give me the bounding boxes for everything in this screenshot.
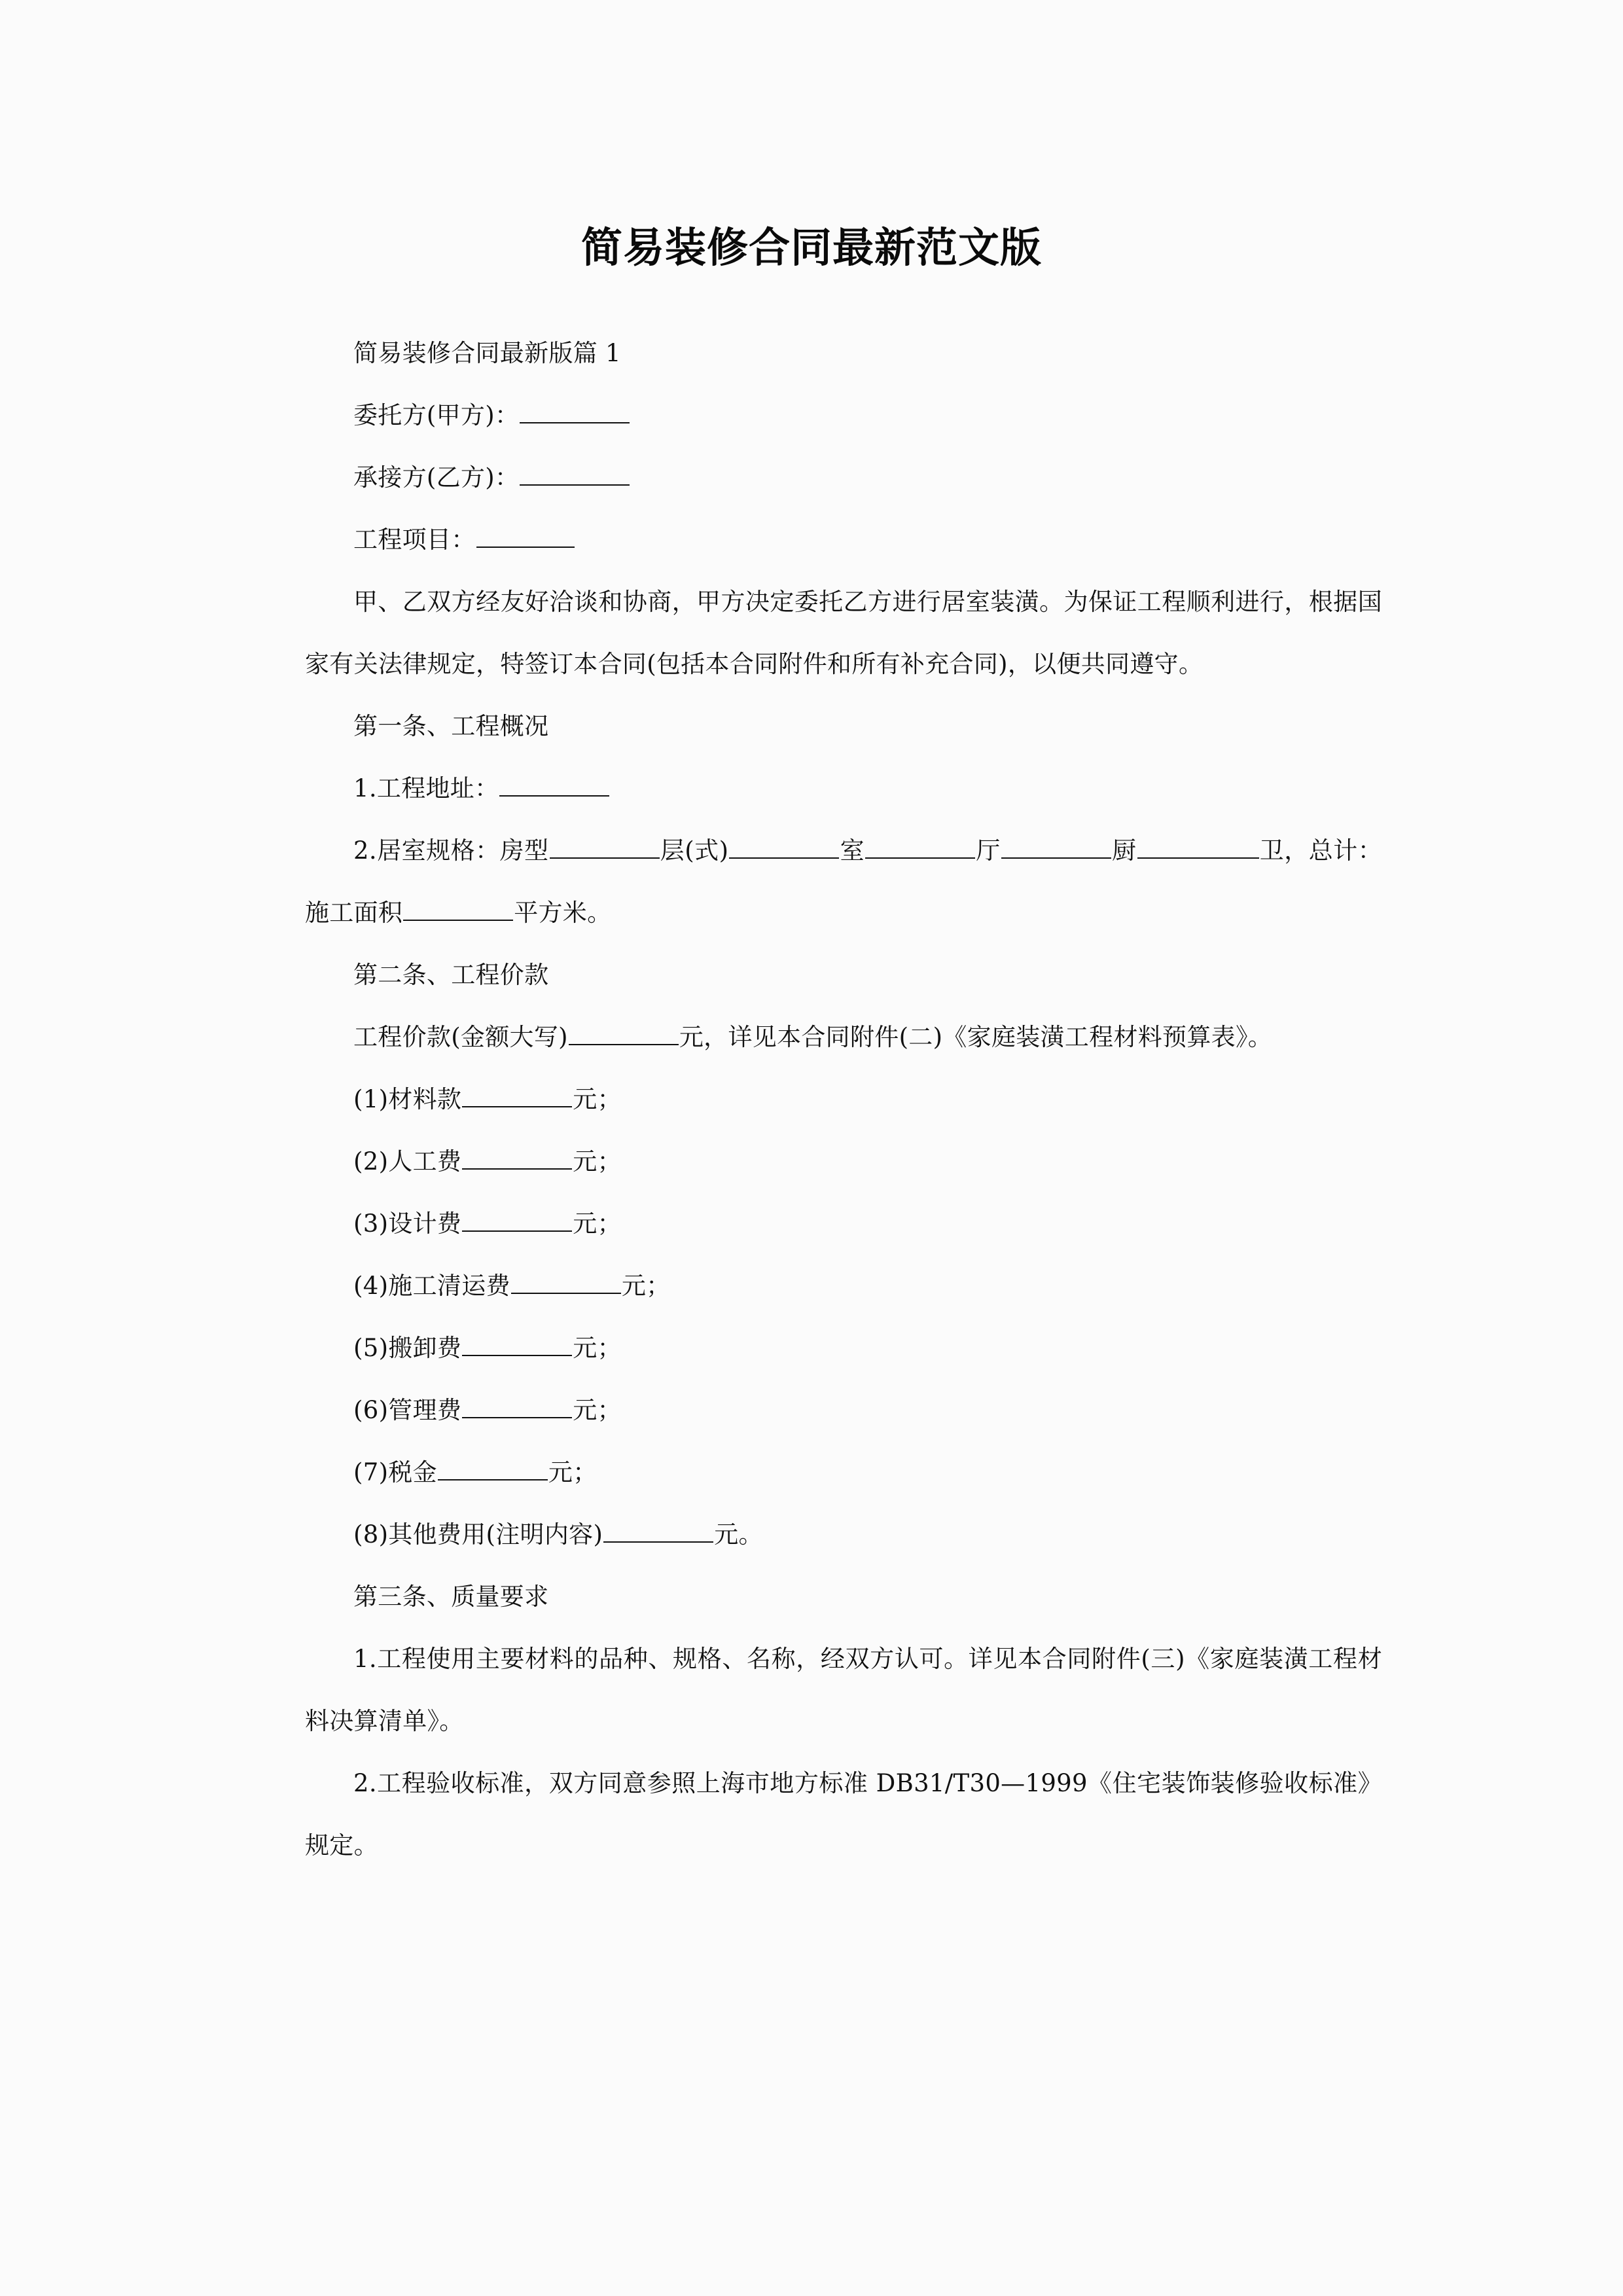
- price-blank[interactable]: [569, 1021, 679, 1045]
- fee-item-blank[interactable]: [462, 1083, 572, 1107]
- fee-item-label: (1)材料款: [353, 1085, 462, 1113]
- fee-item: [305, 1379, 1382, 1441]
- article-2-title: 第二条、工程价款: [353, 961, 549, 989]
- article-3-item-2: 2.工程验收标准，双方同意参照上海市地方标准 DB31/T30—1999《住宅装饰装修验收标准》规定。: [305, 1769, 1382, 1859]
- room-spec-blank-2[interactable]: [729, 834, 839, 859]
- article-1-item-2: [305, 819, 1382, 944]
- fee-item-label: (2)人工费: [353, 1147, 462, 1175]
- fee-item-unit: 元；: [573, 1085, 622, 1113]
- fee-item: [305, 1317, 1382, 1379]
- fee-item-blank[interactable]: [511, 1270, 621, 1294]
- room-spec-blank-6[interactable]: [403, 897, 513, 921]
- price-suffix: 元，详见本合同附件(二)《家庭装潢工程材料预算表》。: [679, 1023, 1273, 1051]
- fee-item-blank[interactable]: [462, 1145, 572, 1170]
- fee-item-label: (6)管理费: [353, 1396, 462, 1424]
- party-a-line: [305, 384, 1382, 446]
- section-heading: 简易装修合同最新版篇 1: [353, 339, 621, 367]
- fee-item-unit: 元；: [573, 1334, 622, 1362]
- article-3-item-1: 1.工程使用主要材料的品种、规格、名称，经双方认可。详见本合同附件(三)《家庭装潢工程材料决算清单》。: [305, 1645, 1382, 1735]
- project-blank[interactable]: [476, 524, 575, 548]
- fee-item-unit: 元；: [573, 1396, 622, 1424]
- article-3-title: 第三条、质量要求: [353, 1583, 549, 1611]
- project-address-label: 1.工程地址：: [353, 774, 499, 802]
- party-a-blank[interactable]: [520, 399, 630, 423]
- project-address-blank[interactable]: [499, 772, 609, 797]
- fee-item-label: (3)设计费: [353, 1210, 462, 1238]
- fee-item: [305, 1193, 1382, 1255]
- fee-item-label: (4)施工清运费: [353, 1272, 510, 1300]
- project-label: 工程项目：: [353, 526, 476, 554]
- fee-item-unit: 元；: [573, 1210, 622, 1238]
- room-spec-prefix: 2.居室规格：房型: [353, 836, 549, 865]
- fee-item-blank[interactable]: [462, 1208, 572, 1232]
- article-1-title: 第一条、工程概况: [353, 712, 549, 740]
- fee-item-unit: 元。: [714, 1520, 763, 1549]
- fee-item-blank[interactable]: [462, 1394, 572, 1418]
- fee-item-label: (7)税金: [353, 1458, 437, 1486]
- fee-item-unit: 元；: [573, 1147, 622, 1175]
- fee-item-blank[interactable]: [603, 1518, 713, 1543]
- project-line: [305, 509, 1382, 571]
- room-spec-suffix: 平方米。: [514, 899, 612, 927]
- room-spec-blank-1[interactable]: [550, 834, 660, 859]
- fee-item-blank[interactable]: [462, 1332, 572, 1356]
- party-a-label: 委托方(甲方)：: [353, 401, 520, 429]
- room-spec-seg-5: 卫，总计：施工面积: [305, 836, 1383, 927]
- fee-item-label: (8)其他费用(注明内容): [353, 1520, 603, 1549]
- fee-item: [305, 1441, 1382, 1503]
- price-label: 工程价款(金额大写): [353, 1023, 568, 1051]
- article-2-intro: [305, 1006, 1382, 1068]
- room-spec-seg-2: 室: [840, 836, 865, 865]
- room-spec-seg-1: 层(式): [660, 836, 729, 865]
- fee-item: [305, 1068, 1382, 1130]
- fee-item: [305, 1130, 1382, 1193]
- fee-item-unit: 元；: [621, 1272, 671, 1300]
- party-b-blank[interactable]: [520, 461, 630, 486]
- room-spec-seg-3: 厅: [976, 836, 1001, 865]
- page-title: 简易装修合同最新范文版: [581, 223, 1042, 272]
- fee-item-unit: 元；: [548, 1458, 597, 1486]
- fee-item: [305, 1503, 1382, 1566]
- preamble-paragraph: 甲、乙双方经友好洽谈和协商，甲方决定委托乙方进行居室装潢。为保证工程顺利进行，根据国家有关法律规定，特签订本合同(包括本合同附件和所有补充合同)，以便共同遵守。: [305, 588, 1382, 678]
- room-spec-blank-4[interactable]: [1001, 834, 1111, 859]
- fee-item-label: (5)搬卸费: [353, 1334, 462, 1362]
- article-1-item-1: [305, 757, 1382, 819]
- party-b-label: 承接方(乙方)：: [353, 463, 520, 492]
- document-body: [305, 322, 1382, 1876]
- party-b-line: [305, 446, 1382, 509]
- room-spec-seg-4: 厨: [1111, 836, 1137, 865]
- room-spec-blank-5[interactable]: [1137, 834, 1259, 859]
- room-spec-blank-3[interactable]: [865, 834, 975, 859]
- fee-item: [305, 1255, 1382, 1317]
- fee-item-blank[interactable]: [438, 1456, 548, 1480]
